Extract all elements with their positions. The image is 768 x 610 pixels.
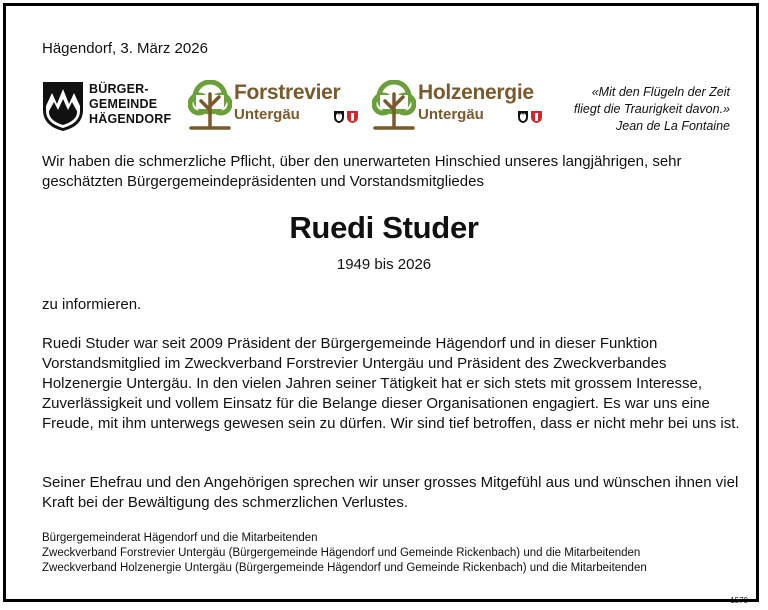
tree-icon [372, 80, 416, 132]
buergergemeinde-text [89, 82, 171, 127]
body-paragraph: Ruedi Studer war seit 2009 Präsident der Bürgergemeinde Hägendorf und in dieser Funktion Vorstandsmitglied im Zweckverband Forstrevier Untergäu und Präsident des Zweckverbandes Holzenergie Untergäu. In den vielen Jahren seiner Tätigkeit hat er sich stets mit grossem Interesse, Zuverlässigkeit und vollem Einsatz für die Belange dieser Organisationen engagiert. Es war uns eine Freude, mit ihm unterwegs gewesen sein zu dürfen. Wir sind tief betroffen, dass er nicht mehr bei uns ist. [42, 335, 740, 432]
obituary-notice [3, 3, 759, 605]
intro-paragraph: Wir haben die schmerzliche Pflicht, über den unerwarteten Hinschied unseres langjährigen, sehr geschätzten Bürgergemeindepräsidenten und Vorstandsmitgliedes [42, 153, 682, 190]
buergergemeinde-logo [42, 80, 182, 132]
quote-line: «Mit den Flügeln der Zeit [591, 85, 730, 99]
holzenergie-logo [372, 80, 562, 132]
tree-icon [188, 80, 232, 132]
forstrevier-logo [188, 80, 378, 132]
buergergemeinde-line-2: GEMEINDE [89, 97, 158, 111]
signature-line: Zweckverband Holzenergie Untergäu (Bürgergemeinde Hägendorf und Gemeinde Rickenbach) und die Mitarbeitenden [42, 562, 647, 574]
quote [574, 84, 730, 135]
forstrevier-subtitle: Untergäu [234, 106, 300, 123]
buergergemeinde-line-1: BÜRGER- [89, 82, 149, 96]
municipal-crests-icon [517, 110, 543, 124]
municipal-crests-icon [333, 110, 359, 124]
ad-code: 1570 [730, 596, 748, 605]
holzenergie-subtitle: Untergäu [418, 106, 484, 123]
deceased-years: 1949 bis 2026 [336, 256, 432, 273]
signature-line: Zweckverband Forstrevier Untergäu (Bürgergemeinde Hägendorf und Gemeinde Rickenbach) und die Mitarbeitenden [42, 547, 641, 559]
date-line: Hägendorf, 3. März 2026 [42, 40, 208, 57]
buergergemeinde-line-3: HÄGENDORF [89, 112, 172, 126]
inform-paragraph: zu informieren. [42, 296, 142, 313]
signature-line: Bürgergemeinderat Hägendorf und die Mitarbeitenden [42, 532, 318, 544]
quote-author: Jean de La Fontaine [616, 119, 730, 133]
holzenergie-title: Holzenergie [418, 81, 534, 104]
quote-line: fliegt die Traurigkeit davon.» [573, 102, 730, 116]
signatures [42, 531, 647, 576]
deceased-name: Ruedi Studer [289, 210, 479, 245]
buergergemeinde-crest-icon [42, 80, 84, 132]
body-paragraph: Seiner Ehefrau und den Angehörigen sprechen wir unser grosses Mitgefühl aus und wünschen ihnen viel Kraft bei der Bewältigung des schmerzlichen Verlustes. [42, 474, 739, 511]
forstrevier-title: Forstrevier [234, 81, 341, 104]
